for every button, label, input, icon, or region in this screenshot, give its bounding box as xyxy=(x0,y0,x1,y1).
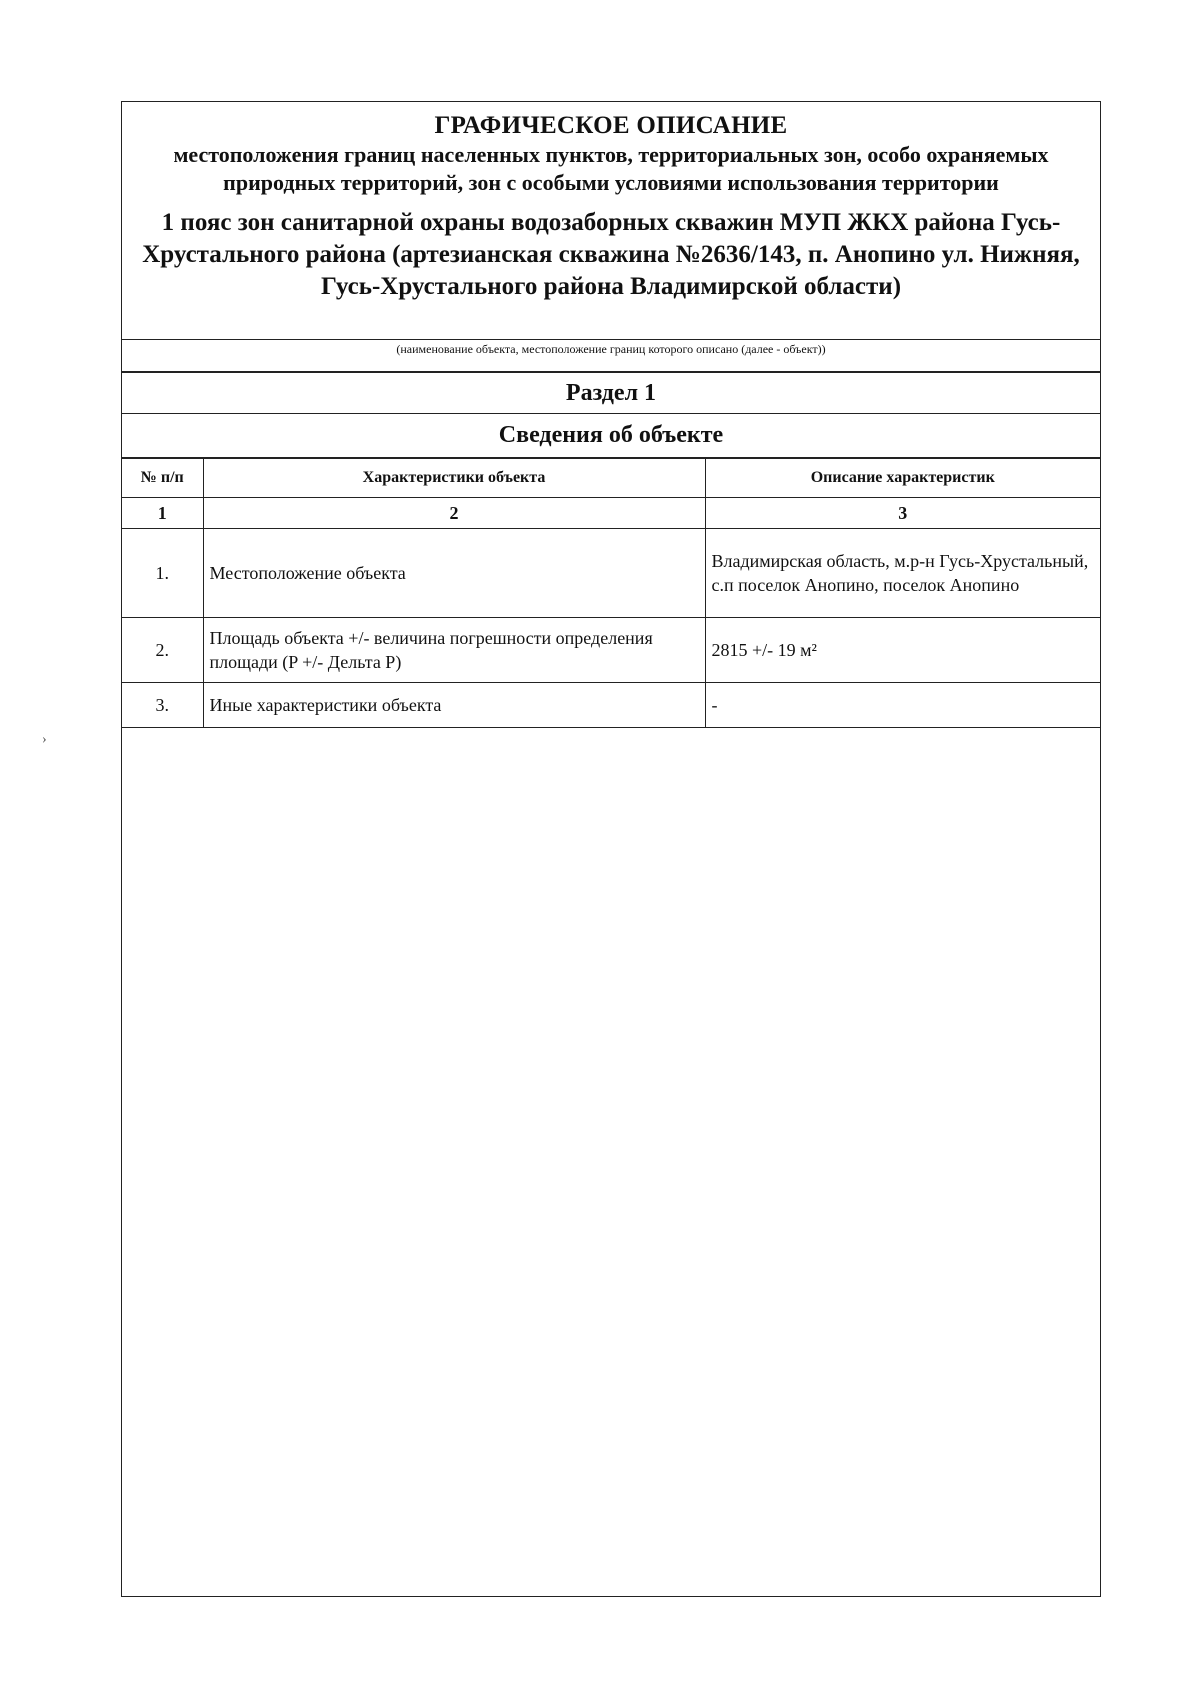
table-header-row xyxy=(122,459,1100,498)
column-header: Описание характеристик xyxy=(705,459,1100,498)
row-number: 2. xyxy=(122,618,203,683)
document-subtitle: местоположения границ населенных пунктов, территориальных зон, особо охраняемых природных территорий, зон с особыми условиями использования территории xyxy=(173,142,1049,195)
row-number: 3. xyxy=(122,683,203,728)
column-number: 1 xyxy=(122,498,203,529)
object-name: 1 пояс зон санитарной охраны водозаборных скважин МУП ЖКХ района Гусь-Хрустального района (артезианская скважина №2636/143, п. Анопино ул. Нижняя, Гусь-Хрустального района Владимирской области) xyxy=(142,209,1080,300)
document-header xyxy=(122,102,1100,340)
document-frame xyxy=(121,101,1101,1597)
column-header: № п/п xyxy=(122,459,203,498)
row-description: - xyxy=(705,683,1100,728)
column-number: 2 xyxy=(203,498,705,529)
section-subtitle: Сведения об объекте xyxy=(122,414,1100,458)
table-row xyxy=(122,683,1100,728)
document-title: ГРАФИЧЕСКОЕ ОПИСАНИЕ xyxy=(434,112,788,139)
row-characteristic: Местоположение объекта xyxy=(203,529,705,618)
column-header: Характеристики объекта xyxy=(203,459,705,498)
object-properties-table xyxy=(122,458,1100,728)
table-row xyxy=(122,618,1100,683)
column-number-row xyxy=(122,498,1100,529)
row-characteristic: Иные характеристики объекта xyxy=(203,683,705,728)
column-number: 3 xyxy=(705,498,1100,529)
table-row xyxy=(122,529,1100,618)
object-caption: (наименование объекта, местоположение границ которого описано (далее - объект)) xyxy=(122,340,1100,372)
row-description: 2815 +/- 19 м² xyxy=(705,618,1100,683)
row-description: Владимирская область, м.р-н Гусь-Хрустальный, с.п поселок Анопино, поселок Анопино xyxy=(705,529,1100,618)
row-number: 1. xyxy=(122,529,203,618)
row-characteristic: Площадь объекта +/- величина погрешности определения площади (P +/- Дельта P) xyxy=(203,618,705,683)
section-title: Раздел 1 xyxy=(122,372,1100,414)
scan-artifact: › xyxy=(42,732,47,747)
